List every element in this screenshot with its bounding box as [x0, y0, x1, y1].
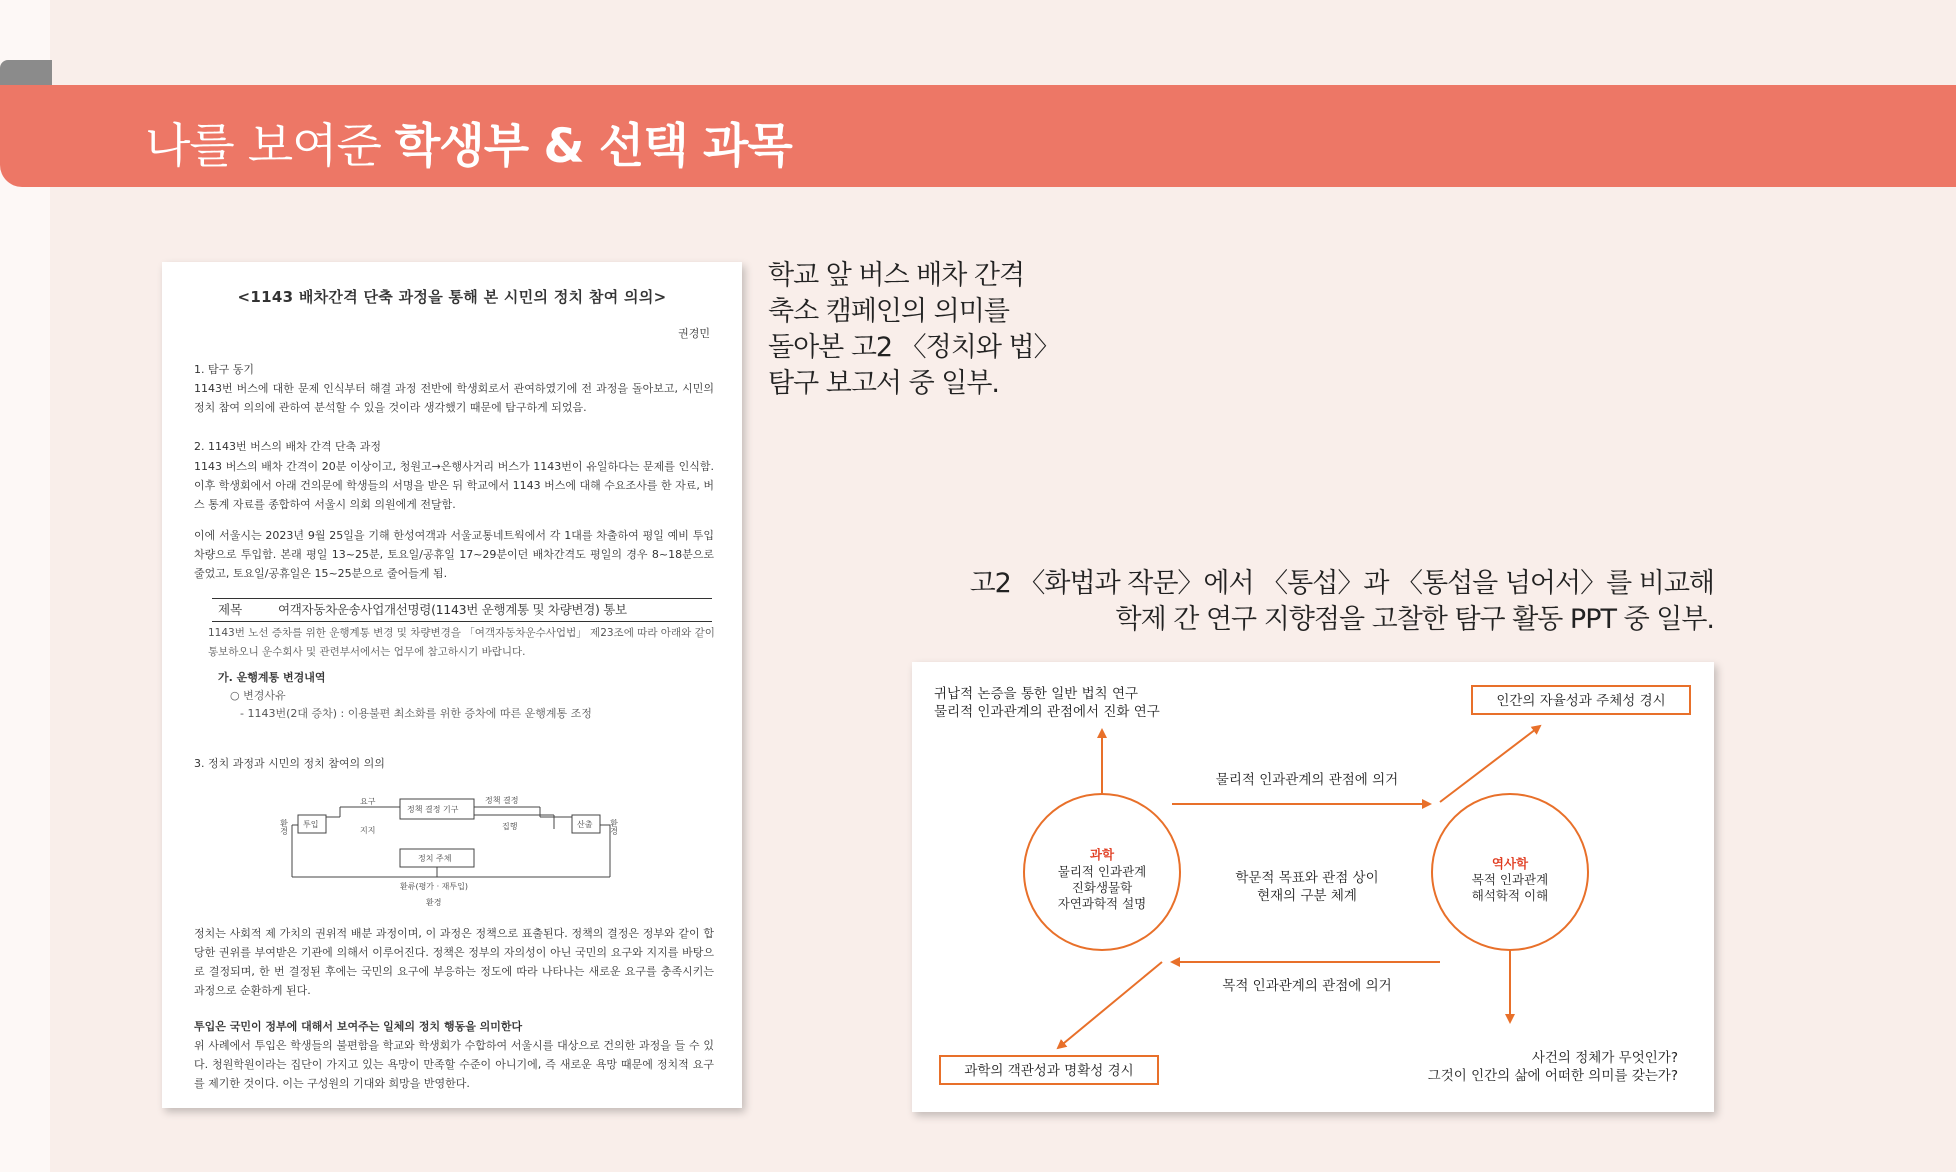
report-document: [162, 262, 742, 1108]
flow-env-right: 환경: [609, 819, 619, 835]
caption-report-line: 돌아본 고2 〈정치와 법〉: [768, 332, 1060, 363]
science-line: 물리적 인과관계: [1057, 864, 1147, 879]
notice-label: 제목: [218, 602, 243, 617]
report-author: 권경민: [678, 327, 710, 340]
history-line: 해석학적 이해: [1471, 888, 1549, 903]
arrow-diag-down: [1058, 962, 1162, 1048]
flow-execution: 집행: [502, 822, 518, 831]
caption-ppt-line: 고2 〈화법과 작문〉에서 〈통섭〉과 〈통섭을 넘어서〉를 비교해: [969, 568, 1714, 599]
section-2-body-1: 1143 버스의 배차 간격이 20분 이상이고, 청원고→은행사거리 버스가 1143번이 유일하다는 문제를 인식함. 이후 학생회에서 아래 건의문에 학생들의 서명을 받은 뒤 학교에서 1143 버스에 대해 수요조사를 한 자료, 버스 통계 자료를 종합하여 서울시 의회 의원에게 전달함.: [194, 460, 714, 511]
science-line: 자연과학적 설명: [1057, 896, 1147, 911]
flow-policy-decision: 정책 결정: [485, 796, 519, 805]
caption-report-line: 탐구 보고서 중 일부.: [768, 368, 999, 399]
section-3-body-2: 위 사례에서 투입은 학생들의 불편함을 학교와 학생회가 수합하여 서울시를 대상으로 건의한 과정을 들 수 있다. 청원학원이라는 집단이 가지고 있는 욕망이 만족할 수준이 아니기에, 즉 새로운 욕망 때문에 정치적 요구를 제기한 것이다. 이는 구성원의 기대와 희망을 반영한다.: [194, 1039, 714, 1090]
caption-report-line: 학교 앞 버스 배차 간격: [768, 260, 1025, 291]
section-1-heading: 1. 탐구 동기: [194, 363, 254, 376]
flow-env-left: 환경: [280, 819, 289, 835]
flow-output: 산출: [577, 820, 593, 829]
caption-ppt-line: 학제 간 연구 지향점을 고찰한 탐구 활동 PPT 중 일부.: [1115, 604, 1714, 635]
caption-report: [768, 258, 1060, 402]
history-title: 역사학: [1491, 856, 1529, 871]
section-3-heading: 3. 정치 과정과 시민의 정치 참여의 의의: [194, 757, 385, 770]
center-line-1: 학문적 목표와 관점 상이: [1235, 870, 1379, 886]
notice-title: 여객자동차운송사업개선명령(1143번 운행계통 및 차량변경) 통보: [278, 602, 627, 617]
flow-subject: 정치 주체: [418, 854, 452, 863]
banner-title-light: 나를 보여준: [145, 119, 395, 174]
caption-report-line: 축소 캠페인의 의미를: [768, 296, 1009, 327]
arrow-bottom-label: 목적 인과관계의 관점에 의거: [1222, 978, 1392, 994]
notice-change-detail: - 1143번(2대 증차) : 이용불편 최소화를 위한 증차에 따른 운행계통 조정: [240, 707, 592, 720]
top-right-box-text: 인간의 자율성과 주체성 경시: [1496, 693, 1666, 709]
flow-env-bottom: 환경: [426, 898, 442, 907]
flow-demand: 요구: [360, 797, 376, 806]
top-left-line-1: 귀납적 논증을 통한 일반 법칙 연구: [934, 686, 1139, 702]
center-line-2: 현재의 구분 체계: [1257, 888, 1357, 904]
notice-change-reason: ○ 변경사유: [230, 689, 286, 702]
notice-sub-heading: 가. 운행계통 변경내역: [218, 671, 326, 684]
section-2-heading: 2. 1143번 버스의 배차 간격 단축 과정: [194, 440, 381, 453]
flow-decision-body: 정책 결정 기구: [407, 805, 459, 814]
bottom-right-line-1: 사건의 정체가 무엇인가?: [1531, 1050, 1678, 1066]
top-left-line-2: 물리적 인과관계의 관점에서 진화 연구: [934, 704, 1160, 720]
notice-title-box: [212, 598, 712, 622]
section-banner: [0, 85, 1956, 187]
arrow-top-label: 물리적 인과관계의 관점에 의거: [1215, 772, 1399, 788]
comparison-diagram: [912, 662, 1714, 1112]
banner-title: [145, 109, 792, 176]
flow-input: 투입: [303, 820, 319, 829]
flow-support: 지지: [360, 826, 376, 835]
section-2-body-2: 이에 서울시는 2023년 9월 25일을 기해 한성여객과 서울교통네트웍에서 각 1대를 차출하여 평일 예비 투입 차량으로 투입함. 본래 평일 13~25분, 토요일/공휴일 17~29분이던 배차간격도 평일의 경우 8~18분으로 줄었고, 토요일/공휴일은 15~25분으로 줄어들게 됨.: [194, 529, 714, 580]
flow-feedback: 환류(평가 · 재투입): [400, 882, 468, 891]
science-title: 과학: [1089, 847, 1115, 862]
caption-ppt: [970, 566, 1714, 638]
bottom-right-line-2: 그것이 인간의 삶에 어떠한 의미를 갖는가?: [1427, 1068, 1678, 1084]
ppt-diagram: [912, 662, 1714, 1112]
notice-body: 1143번 노선 증차를 위한 운행계통 변경 및 차량변경을 「여객자동차운수사업법」 제23조에 따라 아래와 같이 통보하오니 운수회사 및 관련부서에서는 업무에 참고하시기 바랍니다.: [208, 627, 715, 658]
section-3-body: 정치는 사회적 제 가치의 권위적 배분 과정이며, 이 과정은 정책으로 표출된다. 정책의 결정은 정부와 같이 합당한 권위를 부여받은 기관에 의해서 이루어진다. 정책은 정부의 자의성이 아닌 국민의 요구와 지지를 바탕으로 결정되며, 한 번 결정된 후에는 국민의 요구에 부응하는 정도에 따라 나타나는 새로운 요구를 충족시키는 과정으로 순환하게 된다.: [194, 927, 714, 997]
political-process-diagram: [280, 777, 630, 907]
report-title: <1143 배차간격 단축 과정을 통해 본 시민의 정치 참여 의의>: [237, 288, 667, 306]
arrow-diag-up: [1440, 726, 1540, 802]
science-line: 진화생물학: [1071, 880, 1133, 895]
section-3-bold: 투입은 국민이 정부에 대해서 보여주는 일체의 정치 행동을 의미한다: [194, 1020, 523, 1033]
history-line: 목적 인과관계: [1471, 872, 1549, 887]
banner-title-bold: 학생부 & 선택 과목: [394, 119, 792, 174]
bottom-left-box-text: 과학의 객관성과 명확성 경시: [964, 1063, 1134, 1079]
section-1-body: 1143번 버스에 대한 문제 인식부터 해결 과정 전반에 학생회로서 관여하였기에 전 과정을 돌아보고, 시민의 정치 참여 의의에 관하여 분석할 수 있을 것이라 생각했기 때문에 탐구하게 되었음.: [194, 382, 714, 414]
